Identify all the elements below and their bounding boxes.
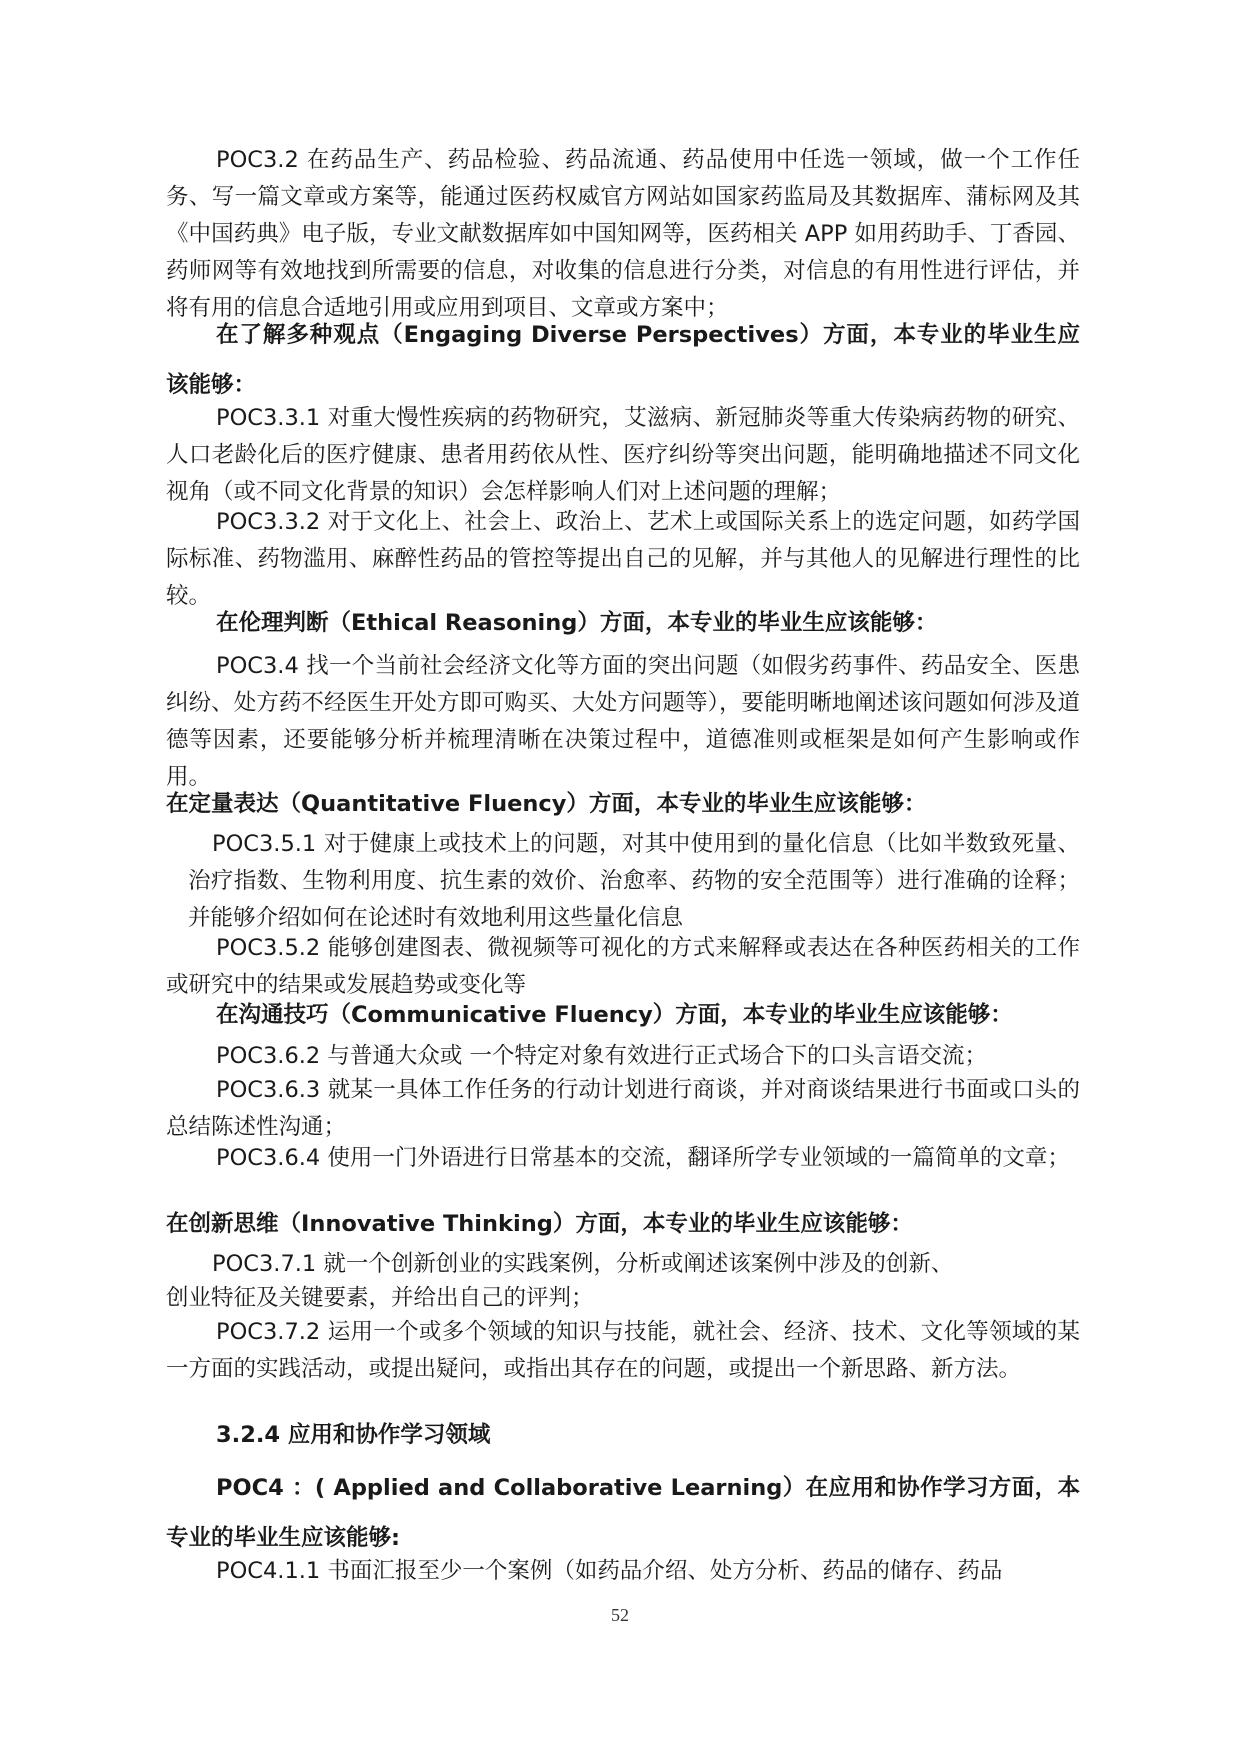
paragraph-poc3-7-1-line1: POC3.7.1 就一个创新创业的实践案例，分析或阐述该案例中涉及的创新、	[212, 1251, 954, 1277]
heading-poc4: POC4 ：( Applied and Collaborative Learning）在应用和协作学习方面，本专业的毕业生应该能够:	[166, 1475, 1080, 1551]
paragraph-poc3-7-1-line2: 创业特征及关键要素，并给出自己的评判；	[166, 1285, 594, 1311]
page-number: 52	[611, 1605, 629, 1625]
paragraph-poc3-3-2: POC3.3.2 对于文化上、社会上、政治上、艺术上或国际关系上的选定问题，如药学国际标准、药物滥用、麻醉性药品的管控等提出自己的见解，并与其他人的见解进行理性的比较。	[166, 509, 1080, 609]
heading-communicative-fluency: 在沟通技巧（Communicative Fluency）方面，本专业的毕业生应该能够：	[216, 1002, 1013, 1028]
paragraph-poc3-6-3: POC3.6.3 就某一具体工作任务的行动计划进行商谈，并对商谈结果进行书面或口头的总结陈述性沟通；	[166, 1077, 1080, 1140]
heading-diverse-perspectives: 在了解多种观点（Engaging Diverse Perspectives）方面，本专业的毕业生应该能够：	[166, 322, 1080, 398]
paragraph-poc3-6-2: POC3.6.2 与普通大众或 一个特定对象有效进行正式场合下的口头言语交流；	[216, 1043, 988, 1069]
section-heading-3-2-4: 3.2.4 应用和协作学习领域	[216, 1422, 491, 1448]
paragraph-poc3-3-1: POC3.3.1 对重大慢性疾病的药物研究，艾滋病、新冠肺炎等重大传染病药物的研究、人口老龄化后的医疗健康、患者用药依从性、医疗纠纷等突出问题，能明确地描述不同文化视角（或不同文化背景的知识）会怎样影响人们对上述问题的理解；	[166, 405, 1080, 505]
paragraph-poc3-5-2: POC3.5.2 能够创建图表、微视频等可视化的方式来解释或表达在各种医药相关的工作或研究中的结果或发展趋势或变化等	[166, 935, 1080, 998]
paragraph-poc3-7-2: POC3.7.2 运用一个或多个领域的知识与技能，就社会、经济、技术、文化等领域的某一方面的实践活动，或提出疑问，或指出其存在的问题，或提出一个新思路、新方法。	[166, 1319, 1080, 1382]
paragraph-poc3-5-1: POC3.5.1 对于健康上或技术上的问题，对其中使用到的量化信息（比如半数致死量、治疗指数、生物利用度、抗生素的效价、治愈率、药物的安全范围等）进行准确的诠释；并能够介绍如何在论述时有效地利用这些量化信息	[188, 831, 1080, 931]
paragraph-poc3-2: POC3.2 在药品生产、药品检验、药品流通、药品使用中任选一领域，做一个工作任务、写一篇文章或方案等，能通过医药权威官方网站如国家药监局及其数据库、蒲标网及其《中国药典》电子版，专业文献数据库如中国知网等，医药相关 APP 如用药助手、丁香园、药师网等有效地找到所需要的信息，对收集的信息进行分类，对信息的有用性进行评估，并将有用的信息合适地引用或应用到项目、文章或方案中；	[166, 147, 1080, 321]
heading-innovative-thinking: 在创新思维（Innovative Thinking）方面，本专业的毕业生应该能够：	[166, 1211, 913, 1237]
paragraph-poc4-1-1: POC4.1.1 书面汇报至少一个案例（如药品介绍、处方分析、药品的储存、药品	[216, 1558, 1003, 1584]
paragraph-poc3-6-4: POC3.6.4 使用一门外语进行日常基本的交流，翻译所学专业领域的一篇简单的文章；	[216, 1145, 1070, 1171]
heading-ethical-reasoning: 在伦理判断（Ethical Reasoning）方面，本专业的毕业生应该能够：	[216, 610, 938, 636]
paragraph-poc3-4: POC3.4 找一个当前社会经济文化等方面的突出问题（如假劣药事件、药品安全、医患纠纷、处方药不经医生开处方即可购买、大处方问题等），要能明晰地阐述该问题如何涉及道德等因素，还要能够分析并梳理清晰在决策过程中，道德准则或框架是如何产生影响或作用。	[166, 653, 1080, 790]
heading-quantitative-fluency: 在定量表达（Quantitative Fluency）方面，本专业的毕业生应该能够：	[166, 791, 927, 817]
